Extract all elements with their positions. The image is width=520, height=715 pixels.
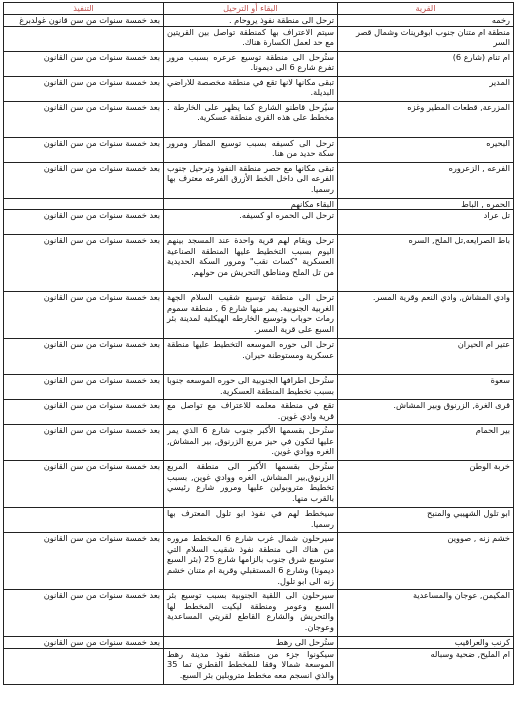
village-cell: ام تنام (شارع 6) [338,51,514,76]
execution-cell: بعد خمسة سنوات من سن القانون [4,292,164,339]
table-row [4,101,514,137]
table-row [4,533,514,590]
decision-cell: ستُرحل الى رهط [164,637,338,649]
table-row [4,198,514,210]
execution-cell: بعد خمسة سنوات من سن القانون [4,637,164,649]
table-row [4,51,514,76]
execution-cell: بعد خمسة سنوات من سن القانون [4,210,164,235]
decision-cell: ستُرحل الى منطقة توسيع عرعره بسبب مرور تفرع شارع 6 الى ديمونا. [164,51,338,76]
table-row [4,210,514,235]
header-decision: البقاء أو الترحيل [164,3,338,15]
table-row [4,425,514,461]
decision-cell: سيرحلون الى اللقية الجنوبية بسبب توسيع بئر السبع وعومر ومنطقة ليكيت المخطط لها والتحريش والشارع القاطع لقريتي المساعدية وعوجان. [164,590,338,637]
villages-table [3,2,514,685]
village-cell: عتير ام الحيران [338,339,514,375]
decision-cell: سيرحلون شمال غرب شارع 6 المخطط مروره من هناك الى منطقة نفوذ شقيب السلام التي ستوسع شرق جنوب بالزامها شارع 25 (بئر السبع ديمونا) وشارع 6 المستقبلي وقرية ام متنان خشم زنه الى ابو تلول. [164,533,338,590]
decision-cell: ترحل الى كسيفه بسبب توسيع المطار ومرور سكة حديد من هنا. [164,137,338,162]
village-cell: وادي المشاش, وادي النعم وقرية المسر. [338,292,514,339]
decision-cell: ستُرحل بقسمها الأكبر الى منطقة المربع الزرنوق,بير المشاش, الغره ووادي غوين, بسبب تخطيط متروبولين عليها ومرور شارع رئيسي بالقرب منها. [164,461,338,508]
decision-cell: تبقى مكانها لانها تقع في منطقة مخصصة للاراضي البديلة. [164,76,338,101]
header-execution: التنفيذ [4,3,164,15]
execution-cell: بعد خمسة سنوات من سن القانون [4,101,164,137]
execution-cell: بعد خمسة سنوات من سن القانون [4,375,164,400]
village-cell: المدير [338,76,514,101]
village-cell: المكيمن, عوجان والمساعدية [338,590,514,637]
village-cell: الفرعه , الزعروره [338,162,514,198]
decision-cell: ترحل الى منطقة توسيع شقيب السلام الجهة الغربية الجنوبية. يمر منها شارع 6 , منطقة سموم رمات حوباب وتوسيع الخارطه الهيكلية لمدينة بئر السبع على قرية المسر. [164,292,338,339]
village-cell: منطقة ام متنان جنوب ابوقرينات وشمال قصر السر [338,26,514,51]
decision-cell: تبقى مكانها مع حصر منطقة النفوذ وترحيل جنوب الفرعه الى داخل الخط الأزرق الفرعه معترف بها رسميا. [164,162,338,198]
header-row [4,3,514,15]
table-row [4,26,514,51]
decision-cell: ستُرحل بقسمها الأكبر جنوب شارع 6 الذي يمر عليها لتكون في حيز مربع الزرنوق, بير المشاش, الغره ووادي غوين. [164,425,338,461]
execution-cell: بعد خمسة سنوات من سن القانون [4,533,164,590]
village-cell: البحيره [338,137,514,162]
table-row [4,235,514,292]
village-cell: سعوة [338,375,514,400]
execution-cell: بعد خمسة سنوات من سن القانون [4,137,164,162]
execution-cell: بعد خمسة سنوات من سن القانون [4,76,164,101]
table-row [4,590,514,637]
table-row [4,292,514,339]
village-cell: تل عراد [338,210,514,235]
table-row [4,648,514,684]
execution-cell [4,508,164,533]
decision-cell: ترحل الى منطقة نفوذ يروحام . [164,15,338,27]
table-row [4,15,514,27]
table-row [4,339,514,375]
village-cell: كرنب والعراقيب [338,637,514,649]
execution-cell: بعد خمسة سنوات من سن القانون [4,162,164,198]
execution-cell: بعد خمسة سنوات من سن القانون [4,590,164,637]
village-cell: ام المليح, ضحية وسباله [338,648,514,684]
decision-cell: ترحل الى حوره الموسعه التخطيط عليها منطقة عسكرية ومستوطنة حيران. [164,339,338,375]
header-village: القرية [338,3,514,15]
table-row [4,76,514,101]
village-cell: باط الصرايعه,تل الملح, السره [338,235,514,292]
table-row [4,137,514,162]
decision-cell: سيُرحل قاطنو الشارع كما يظهر على الخارطة . مخطط على هذه القرى منطقة عسكرية. [164,101,338,137]
execution-cell: بعد خمسة سنوات من سن قانون غولدبرغ [4,15,164,27]
village-cell: ابو تلول الشهيبي والمنبح [338,508,514,533]
village-cell: رخمه [338,15,514,27]
execution-cell [4,648,164,684]
village-cell: خشم زنه , صووين [338,533,514,590]
village-cell: المزرعة, قطعات المطير وغزه [338,101,514,137]
table-row [4,637,514,649]
decision-cell: سيكونوا جزء من منطقة نفوذ مدينة رهط الموسعة شمالا وفقا للمخطط القطري تما 35 والذي انسجم معه مخطط متروبلين بئر السبع. [164,648,338,684]
execution-cell: بعد خمسة سنوات من سن القانون [4,51,164,76]
village-cell: بير الحمام [338,425,514,461]
table-row [4,508,514,533]
decision-cell: ترحل الى الحمره او كسيفه. [164,210,338,235]
table-row [4,400,514,425]
decision-cell: البقاء مكانهم [164,198,338,210]
decision-cell: تقع في منطقة معلمه للاعتراف مع تواصل مع قرية وادي غوين. [164,400,338,425]
decision-cell: سيتم الاعتراف بها كمنطقة تواصل بين القريتين مع حد لعمل الكسارة هناك. [164,26,338,51]
table-row [4,461,514,508]
village-cell: الحمره , الباط [338,198,514,210]
execution-cell: بعد خمسة سنوات من سن القانون [4,400,164,425]
decision-cell: ستُرحل اطرافها الجنوبية الى حوره الموسعه جنوبا بسبب تخطيط المنطقة العسكرية. [164,375,338,400]
execution-cell [4,198,164,210]
execution-cell [4,26,164,51]
village-cell: قرى الغرة, الزرنوق وبير المشاش. [338,400,514,425]
decision-cell: ترحل ويقام لهم قرية واحدة عند المسجد بينهم اليوم بسبب التخطيط عليها المنطقة الصناعية العسكرية "كسات نقب" ومرور السكة الحديدية من تل الملح ومناطق التحريش من حولهم. [164,235,338,292]
execution-cell: بعد خمسة سنوات من سن القانون [4,235,164,292]
execution-cell: بعد خمسة سنوات من سن القانون [4,339,164,375]
table-row [4,375,514,400]
execution-cell: بعد خمسة سنوات من سن القانون [4,425,164,461]
decision-cell: سيخطط لهم في نفوذ ابو تلول المعترف بها رسميا. [164,508,338,533]
table-row [4,162,514,198]
village-cell: خربة الوطن [338,461,514,508]
execution-cell: بعد خمسة سنوات من سن القانون [4,461,164,508]
